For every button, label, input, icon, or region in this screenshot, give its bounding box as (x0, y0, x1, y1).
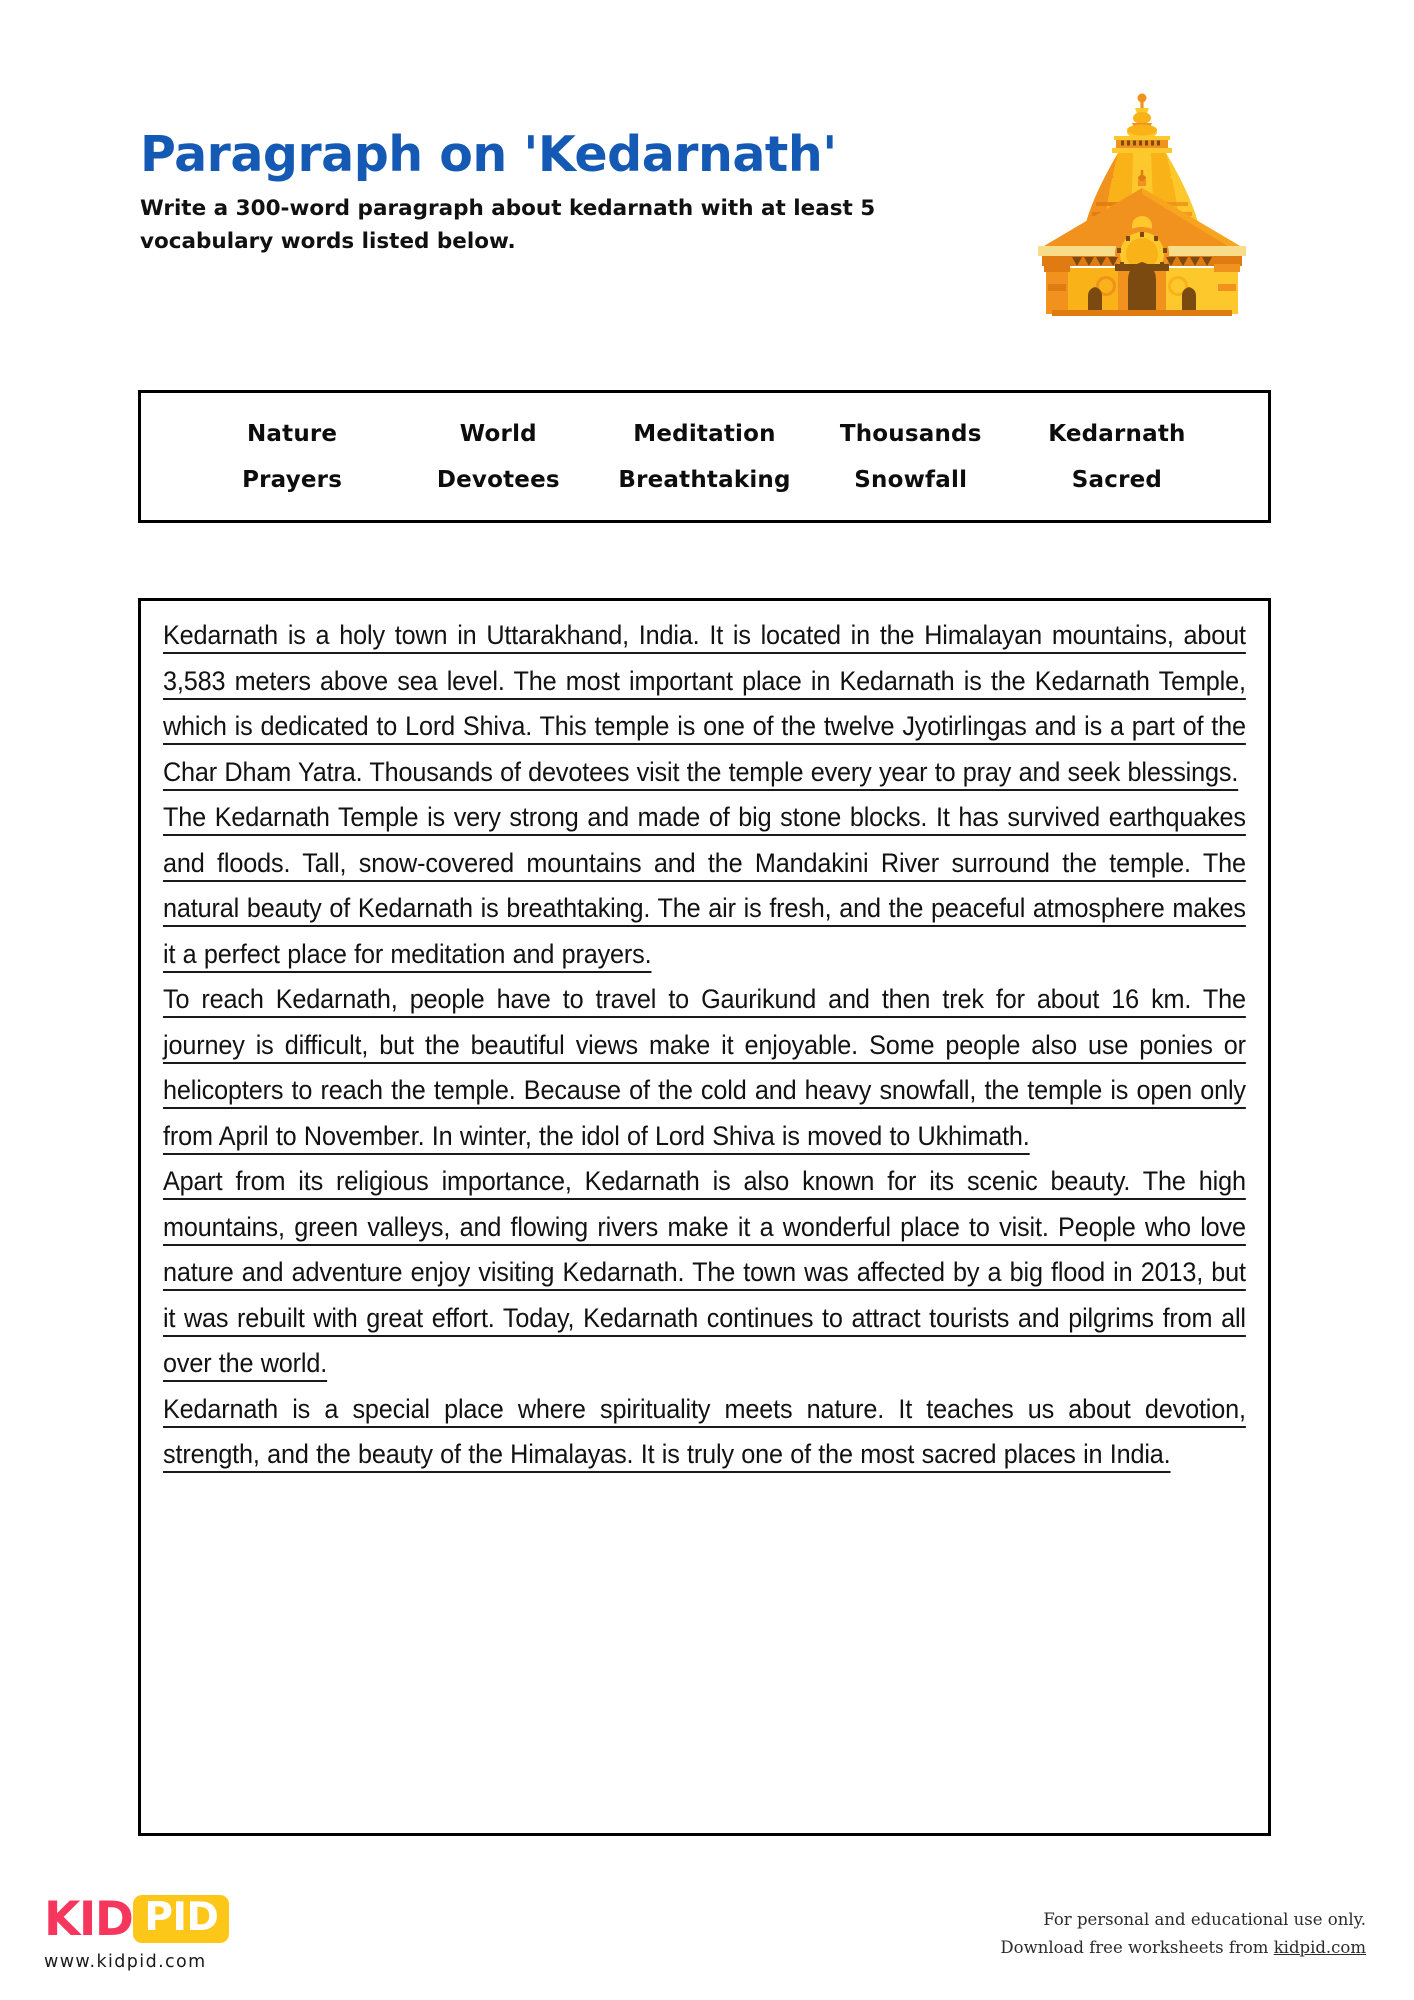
logo-kid-text: KID (44, 1891, 133, 1947)
paragraph-4: Apart from its religious importance, Kedarnath is also known for its scenic beauty. The high mountains, green valleys, and flowing rivers make it a wonderful place to visit. People who love nature and adventure enjoy visiting Kedarnath. The town was affected by a big flood in 2013, but it was rebuilt with great effort. Today, Kedarnath continues to attract tourists and pilgrims from all over the world. (163, 1166, 1246, 1378)
logo-website-url[interactable]: www.kidpid.com (44, 1952, 207, 1972)
vocabulary-word: Meditation (633, 420, 776, 447)
footer-note-line-1: For personal and educational use only. (1043, 1910, 1366, 1929)
page-title: Paragraph on 'Kedarnath' (140, 126, 837, 183)
vocabulary-word: Prayers (242, 466, 343, 493)
vocabulary-row (141, 421, 1268, 447)
vocabulary-word: Thousands (839, 420, 982, 447)
kidpid-logo[interactable] (44, 1892, 344, 1972)
vocabulary-word: Kedarnath (1048, 420, 1186, 447)
logo-pid-text: PID (133, 1895, 229, 1943)
answer-paragraph-box (138, 598, 1271, 1836)
kidpid-link[interactable]: kidpid.com (1273, 1938, 1366, 1958)
vocabulary-word: Nature (246, 420, 338, 447)
vocabulary-word-bank (138, 390, 1271, 523)
footer-usage-note (1000, 1906, 1366, 1963)
paragraph-2: The Kedarnath Temple is very strong and made of big stone blocks. It has survived earthquakes and floods. Tall, snow-covered mountains and the Mandakini River surround the temple. The natural beauty of Kedarnath is breathtaking. The air is fresh, and the peaceful atmosphere makes it a perfect place for meditation and prayers. (163, 802, 1246, 969)
kedarnath-temple-icon (1032, 86, 1252, 316)
vocabulary-word: Devotees (436, 466, 560, 493)
footer-note-prefix: Download free worksheets from (1000, 1938, 1274, 1958)
paragraph-1: Kedarnath is a holy town in Uttarakhand, India. It is located in the Himalayan mountains, about 3,583 meters above sea level. The most important place in Kedarnath is the Kedarnath Temple, which is dedicated to Lord Shiva. This temple is one of the twelve Jyotirlingas and is a part of the Char Dham Yatra. Thousands of devotees visit the temple every year to pray and seek blessings. (163, 620, 1246, 787)
vocabulary-word: Snowfall (854, 466, 968, 493)
footer-note-line-2 (1000, 1934, 1366, 1962)
vocabulary-row (141, 467, 1268, 493)
paragraph-3: To reach Kedarnath, people have to travel to Gaurikund and then trek for about 16 km. The journey is difficult, but the beautiful views make it enjoyable. Some people also use ponies or helicopters to reach the temple. Because of the cold and heavy snowfall, the temple is open only from April to November. In winter, the idol of Lord Shiva is moved to Ukhimath. (163, 984, 1246, 1151)
paragraph-5: Kedarnath is a special place where spirituality meets nature. It teaches us about devotion, strength, and the beauty of the Himalayas. It is truly one of the most sacred places in India. (163, 1393, 1246, 1469)
vocabulary-word: Breathtaking (618, 466, 791, 493)
page-instructions: Write a 300-word paragraph about kedarnath with at least 5 vocabulary words listed below. (140, 196, 876, 254)
vocabulary-word: World (459, 420, 537, 447)
logo-wordmark (44, 1892, 344, 1946)
vocabulary-word: Sacred (1071, 466, 1163, 493)
worksheet-header (140, 126, 1020, 258)
